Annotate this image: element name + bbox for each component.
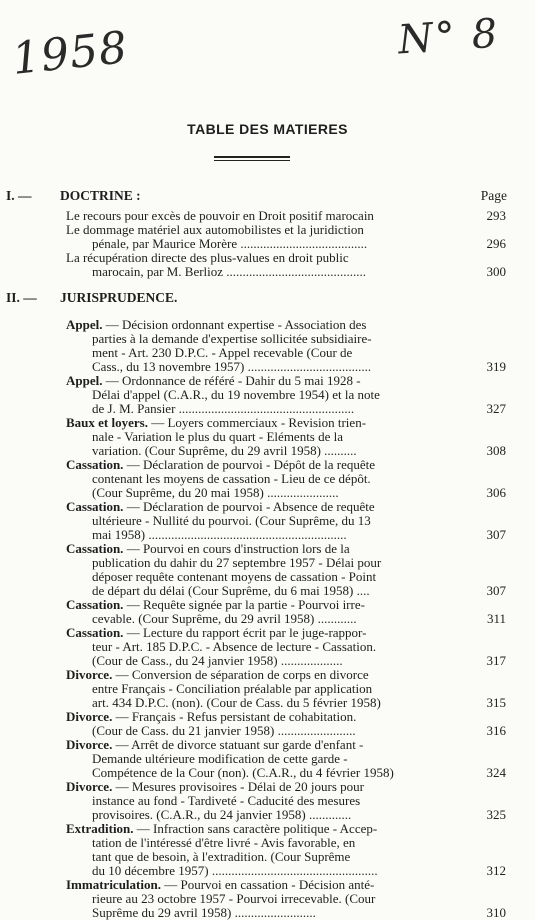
entry-text: Délai d'appel (C.A.R., du 19 novembre 1954) et la note: [92, 388, 380, 402]
entry-text: déposer requête contenant moyens de cassation - Point: [92, 570, 377, 584]
toc-entry-line: [0, 556, 477, 570]
title-rule: [214, 156, 290, 158]
handwritten-number: N° 8: [396, 10, 501, 64]
toc-entry-line: [0, 738, 477, 752]
entry-keyword: Baux et loyers.: [66, 416, 148, 430]
page-number: 307: [486, 583, 506, 598]
entry-text: art. 434 D.P.C. (non). (Cour de Cass. du 5 février 1958): [92, 696, 381, 710]
toc-entry: [0, 626, 535, 668]
entry-keyword: Divorce.: [66, 710, 113, 724]
entry-keyword: Cassation.: [66, 598, 124, 612]
entry-text: — Français - Refus persistant de cohabitation.: [112, 710, 357, 724]
toc-entry-line: [0, 444, 477, 458]
toc-entry: [0, 416, 535, 458]
toc-entry-line: [0, 808, 477, 822]
entry-keyword: Divorce.: [66, 738, 113, 752]
entry-text: provisoires. (C.A.R., du 24 janvier 1958) .............: [92, 808, 352, 822]
entry-text: (Cour Suprême, du 20 mai 1958) ......................: [92, 486, 339, 500]
entry-keyword: Cassation.: [66, 626, 124, 640]
page-number: 319: [486, 359, 506, 374]
entry-text: — Conversion de séparation de corps en divorce: [112, 668, 369, 682]
section-numeral: I. —: [6, 188, 32, 203]
section-title: DOCTRINE :: [60, 188, 141, 203]
toc-entry-line: [0, 612, 477, 626]
page-number: 317: [486, 653, 506, 668]
toc-entry-line: [0, 388, 477, 402]
toc-entry-line: [0, 514, 477, 528]
toc-entry-line: [0, 822, 477, 836]
toc-entry-line: [0, 724, 477, 738]
toc-entry-line: [0, 878, 477, 892]
page-title: TABLE DES MATIERES: [187, 121, 348, 137]
section-heading-doctrine: [0, 188, 141, 204]
toc-entry: [0, 598, 535, 626]
toc-entry-line: [0, 668, 477, 682]
toc-entry-line: [0, 794, 477, 808]
entry-text: — Arrêt de divorce statuant sur garde d'enfant -: [112, 738, 364, 752]
page-number: 296: [486, 236, 506, 251]
toc-entry-line: [0, 542, 477, 556]
page-number: 310: [486, 905, 506, 920]
page-number: 300: [486, 264, 506, 279]
toc-entry-line: [0, 237, 477, 251]
entry-text: — Décision ordonnant expertise - Association des: [102, 318, 367, 332]
entry-text: — Déclaration de pourvoi - Absence de requête: [123, 500, 375, 514]
toc-entry-line: [0, 836, 477, 850]
toc-entry-line: [0, 265, 477, 279]
toc-entry-line: [0, 598, 477, 612]
toc-entry-line: [0, 850, 477, 864]
toc-entry-line: [0, 780, 477, 794]
page-number: 324: [486, 765, 506, 780]
page-number: 315: [486, 695, 506, 710]
toc-entry-line: [0, 654, 477, 668]
toc-entry-line: [0, 752, 477, 766]
toc-entry: [0, 878, 535, 920]
toc-entry-line: [0, 472, 477, 486]
entry-text: La récupération directe des plus-values en droit public: [66, 251, 349, 265]
page-number: 312: [486, 863, 506, 878]
entry-keyword: Extradition.: [66, 822, 134, 836]
toc-entry-line: [0, 486, 477, 500]
section-heading-jurisprudence: [0, 290, 177, 306]
entry-keyword: Cassation.: [66, 458, 124, 472]
toc-entry-line: [0, 528, 477, 542]
entry-text: — Requête signée par la partie - Pourvoi irre-: [123, 598, 365, 612]
entry-text: ment - Art. 230 D.P.C. - Appel recevable (Cour de: [92, 346, 353, 360]
toc-entry: [0, 500, 535, 542]
entry-text: (Cour de Cass. du 21 janvier 1958) ........................: [92, 724, 356, 738]
toc-entry-line: [0, 251, 477, 265]
toc-entry-line: [0, 640, 477, 654]
toc-entry-line: [0, 223, 477, 237]
entry-text: Demande ultérieure modification de cette garde -: [92, 752, 348, 766]
title-rule-thin: [214, 160, 290, 161]
entry-text: — Ordonnance de référé - Dahir du 5 mai 1928 -: [102, 374, 361, 388]
toc-entry: [0, 738, 535, 780]
entry-keyword: Divorce.: [66, 668, 113, 682]
toc-entry: [0, 780, 535, 822]
entry-text: rieure au 23 octobre 1957 - Pourvoi irrecevable. (Cour: [92, 892, 376, 906]
toc-entry-line: [0, 416, 477, 430]
toc-entry-line: [0, 584, 477, 598]
toc-entry: [0, 223, 535, 251]
entry-text: marocain, par M. Berlioz ...........................................: [92, 265, 367, 279]
page-number: 311: [486, 611, 506, 626]
page-number: 293: [486, 208, 506, 223]
entry-text: variation. (Cour Suprême, du 29 avril 1958) ..........: [92, 444, 357, 458]
toc-entry-line: [0, 682, 477, 696]
entry-text: (Cour de Cass., du 24 janvier 1958) ...................: [92, 654, 343, 668]
doctrine-list: [0, 209, 535, 279]
entry-text: de J. M. Pansier ......................................................: [92, 402, 355, 416]
entry-text: entre Français - Conciliation préalable par application: [92, 682, 373, 696]
entry-text: — Lecture du rapport écrit par le juge-rappor-: [123, 626, 367, 640]
toc-entry: [0, 251, 535, 279]
entry-text: — Pourvoi en cassation - Décision anté-: [160, 878, 375, 892]
entry-keyword: Cassation.: [66, 542, 124, 556]
entry-text: contenant les moyens de cassation - Lieu de ce dépôt.: [92, 472, 371, 486]
toc-entry: [0, 318, 535, 374]
entry-text: cevable. (Cour Suprême, du 29 avril 1958) ............: [92, 612, 357, 626]
page-number: 316: [486, 723, 506, 738]
entry-text: tation de l'intéressé d'être livré - Avis favorable, en: [92, 836, 356, 850]
toc-entry: [0, 542, 535, 598]
entry-keyword: Appel.: [66, 374, 103, 388]
page-column-label: Page: [480, 188, 507, 203]
toc-entry-line: [0, 864, 477, 878]
toc-entry-line: [0, 500, 477, 514]
entry-text: publication du dahir du 27 septembre 1957 - Délai pour: [92, 556, 382, 570]
entry-text: nale - Variation le plus du quart - Eléments de la: [92, 430, 344, 444]
entry-text: — Pourvoi en cours d'instruction lors de la: [123, 542, 350, 556]
toc-entry-line: [0, 626, 477, 640]
toc-entry-line: [0, 318, 477, 332]
toc-entry-line: [0, 710, 477, 724]
page-number: 327: [486, 401, 506, 416]
toc-entry: [0, 710, 535, 738]
page-number: 308: [486, 443, 506, 458]
entry-text: instance au fond - Tardiveté - Caducité des mesures: [92, 794, 361, 808]
page-number: 306: [486, 485, 506, 500]
entry-text: parties à la demande d'expertise sollicitée subsidiaire-: [92, 332, 372, 346]
entry-text: de départ du délai (Cour Suprême, du 6 mai 1958) ....: [92, 584, 370, 598]
toc-entry-line: [0, 209, 477, 223]
entry-text: Le dommage matériel aux automobilistes et la juridiction: [66, 223, 364, 237]
entry-text: du 10 décembre 1957) ...................................................: [92, 864, 378, 878]
entry-text: mai 1958) .............................................................: [92, 528, 347, 542]
toc-entry-line: [0, 458, 477, 472]
entry-keyword: Immatriculation.: [66, 878, 161, 892]
toc-entry: [0, 209, 535, 223]
entry-text: — Loyers commerciaux - Revision trien-: [147, 416, 367, 430]
toc-entry-line: [0, 374, 477, 388]
toc-entry: [0, 822, 535, 878]
entry-text: ultérieure - Nullité du pourvoi. (Cour Suprême, du 13: [92, 514, 371, 528]
entry-text: Suprême du 29 avril 1958) .........................: [92, 906, 316, 920]
handwritten-year: 1958: [9, 22, 131, 85]
toc-entry-line: [0, 570, 477, 584]
entry-text: teur - Art. 185 D.P.C. - Absence de lecture - Cassation.: [92, 640, 377, 654]
toc-entry-line: [0, 402, 477, 416]
toc-entry-line: [0, 332, 477, 346]
toc-entry-line: [0, 360, 477, 374]
toc-entry-line: [0, 346, 477, 360]
entry-text: — Déclaration de pourvoi - Dépôt de la requête: [123, 458, 376, 472]
jurisprudence-list: [0, 318, 535, 920]
section-numeral: II. —: [6, 290, 37, 305]
entry-keyword: Divorce.: [66, 780, 113, 794]
toc-entry-line: [0, 430, 477, 444]
entry-text: pénale, par Maurice Morère .......................................: [92, 237, 368, 251]
toc-entry-line: [0, 696, 477, 710]
entry-text: Cass., du 13 novembre 1957) ......................................: [92, 360, 372, 374]
entry-text: tant que de besoin, à l'extradition. (Cour Suprême: [92, 850, 351, 864]
toc-entry-line: [0, 892, 477, 906]
toc-entry: [0, 458, 535, 500]
toc-entry-line: [0, 766, 477, 780]
entry-text: — Infraction sans caractère politique - Accep-: [133, 822, 378, 836]
toc-entry-line: [0, 906, 477, 920]
section-title: JURISPRUDENCE.: [60, 290, 178, 305]
toc-entry: [0, 668, 535, 710]
entry-text: Compétence de la Cour (non). (C.A.R., du 4 février 1958): [92, 766, 394, 780]
entry-text: Le recours pour excès de pouvoir en Droit positif marocain: [66, 209, 374, 223]
entry-keyword: Cassation.: [66, 500, 124, 514]
entry-text: — Mesures provisoires - Délai de 20 jours pour: [112, 780, 364, 794]
toc-entry: [0, 374, 535, 416]
entry-keyword: Appel.: [66, 318, 103, 332]
page-number: 325: [486, 807, 506, 822]
page-number: 307: [486, 527, 506, 542]
